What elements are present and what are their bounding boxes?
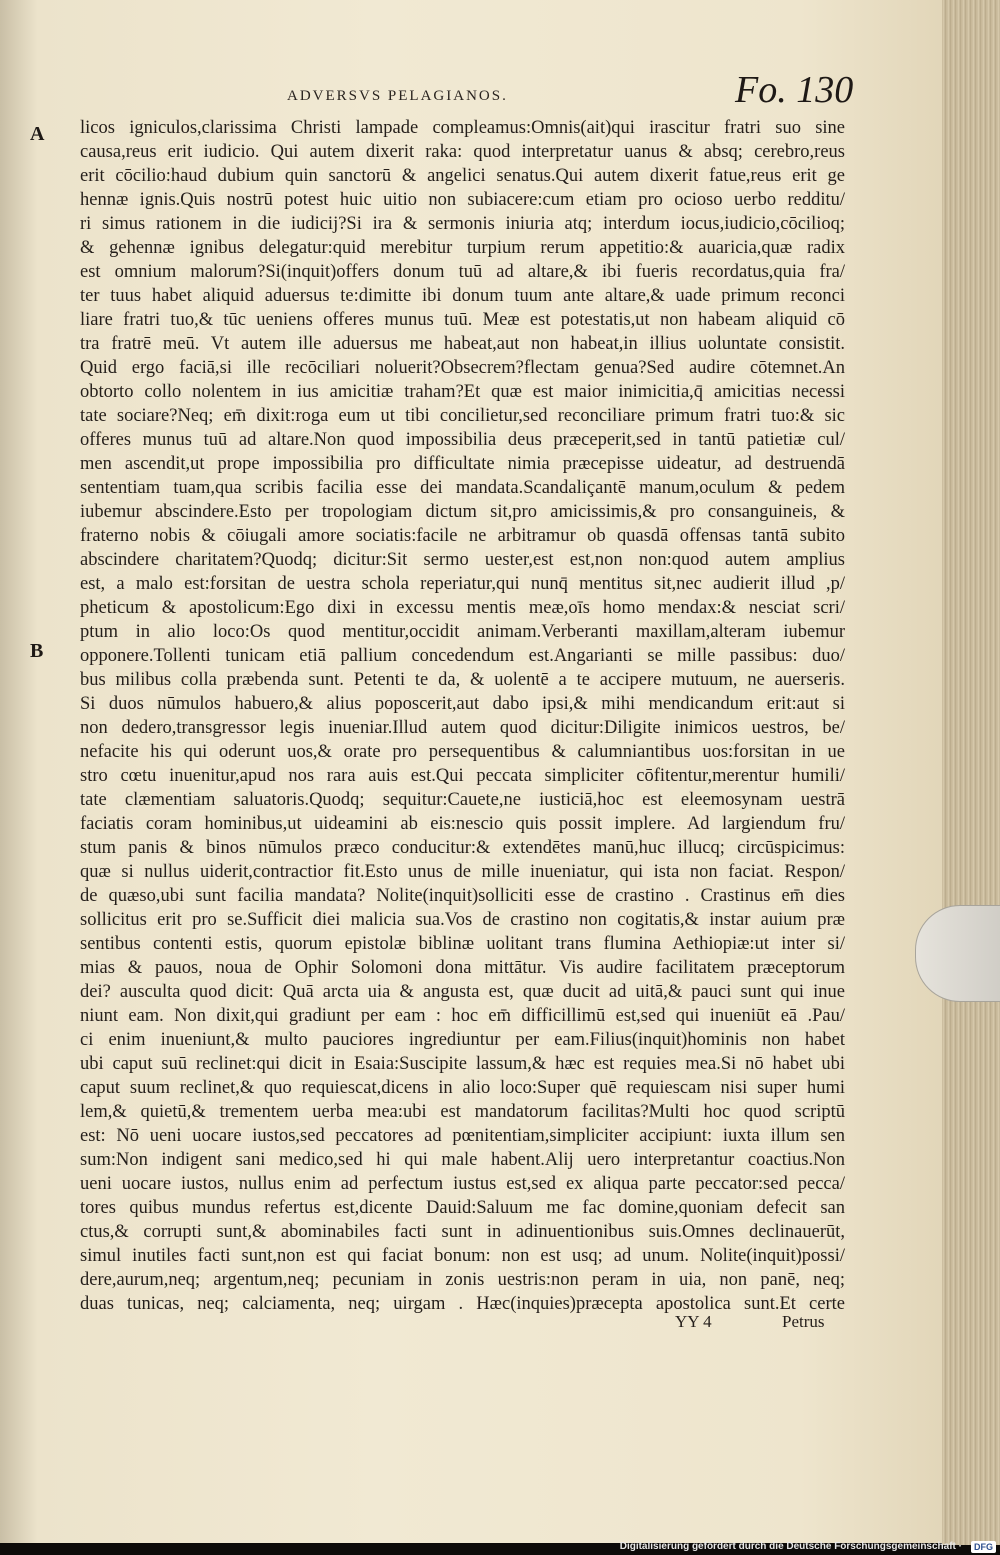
- text-line: est: Nō ueni uocare iustos,sed peccatores ad pœnitentiam,simpliciter accipiunt: iuxta illum sen: [80, 1126, 845, 1146]
- text-line: faciatis coram hominibus,ut uideamini ab eis:nescio quis possit implere. Ad largiendum fru/: [80, 814, 845, 834]
- bookmark-tab: [915, 905, 1000, 1002]
- catchword: Petrus: [782, 1312, 825, 1331]
- text-line: quæ si nullus uiderit,contractior fit.Esto unus de mille inueniatur, qui ista non faciat. Respon/: [80, 862, 845, 882]
- text-line: dere,aurum,neq; argentum,neq; pecuniam in zonis uestris:non peram in uia, non panē, neq;: [80, 1270, 845, 1290]
- text-line: sentibus contenti estis, quorum epistolæ biblinæ uolitant trans flumina Aethiopiæ:ut inter si/: [80, 934, 845, 954]
- text-line: iubemur abscindere.Esto per tropologiam dictum sit,pro amicissimis,& pro consanguineis, &: [80, 502, 845, 522]
- text-line: pheticum & apostolicum:Ego dixi in excessu mentis meæ,oīs homo mendax:& nesciat scri/: [80, 598, 845, 618]
- text-line: simul inutiles facti sunt,non est qui faciat bonum: non est usq; ad unum. Nolite(inquit)possi/: [80, 1246, 845, 1266]
- text-line: de quæso,ubi sunt facilia mandata? Nolite(inquit)solliciti esse de crastino . Crastinus em̄ dies: [80, 886, 845, 906]
- text-line: offeres munus tuū ad altare.Non quod impossibilia deus præceperit,sed in tantū patietiæ cul/: [80, 430, 845, 450]
- body-text: [80, 116, 845, 1316]
- text-line: hennæ ignis.Quis nostrū potest huic uitio non subiacere:cum etiam pro ocioso uerbo redditu/: [80, 190, 845, 210]
- signature-mark: YY 4: [675, 1312, 712, 1331]
- text-line: tate sociare?Neq; em̄ dixit:roga eum ut tibi concilietur,sed reconciliare primum fratri tuo:& sic: [80, 406, 845, 426]
- text-line: ptum in alio loco:Os quod mentitur,occidit animam.Verberanti maxillam,alteram iubemur: [80, 622, 845, 642]
- text-line: mias & pauos, noua de Ophir Solomoni dona mittātur. Vis audire facilitatem præceptorum: [80, 958, 845, 978]
- text-line: tate clæmentiam saluatoris.Quodq; sequitur:Cauete,ne iusticiā,hoc est eleemosynam uestrā: [80, 790, 845, 810]
- text-line: caput suum reclinet,& quo requiescat,dicens in alio loco:Super quē requiescam nisi super humi: [80, 1078, 845, 1098]
- text-line: duas tunicas, neq; calciamenta, neq; uirgam . Hæc(inquies)præcepta apostolica sunt.Et certe: [80, 1294, 845, 1314]
- text-line: opponere.Tollenti tunicam etiā pallium concedendum est.Angarianti se mille passibus: duo/: [80, 646, 845, 666]
- margin-letter-a: A: [30, 123, 45, 145]
- text-line: est omnium malorum?Si(inquit)offers donum tuū ad altare,& ibi fueris recordatus,quia fra/: [80, 262, 845, 282]
- text-line: obtorto collo nolentem in ius amicitiæ traham?Et quæ est maior inimicitia,q̄ amicitias necessi: [80, 382, 845, 402]
- text-line: non dedero,transgressor legis inueniar.Illud autem quod dicitur:Diligite inimicos uestros, be/: [80, 718, 845, 738]
- text-line: abscindere charitatem?Quodq; dicitur:Sit sermo uester,est est,non non:quod autem amplius: [80, 550, 845, 570]
- text-line: licos igniculos,clarissima Christi lampade compleamus:Omnis(ait)qui irascitur fratri suo sine: [80, 118, 845, 138]
- text-line: Quid ergo faciā,si ille recōciliari noluerit?Obsecrem?flectam genua?Sed audire cōtemnet.An: [80, 358, 845, 378]
- text-line: fraterno nobis & cōiugali amore sociatis:facile ne arbitramur ob quasdā offensas tantā subito: [80, 526, 845, 546]
- text-line: erit cōcilio:haud dubium quin sanctorū & angelici senatus.Qui autem dixerit fatue,reus erit ge: [80, 166, 845, 186]
- page-stack-edge: [942, 0, 1000, 1545]
- text-line: liare fratri tuo,& tūc ueniens offeres munus tuū. Meæ est potestatis,ut non habeam aliquid cō: [80, 310, 845, 330]
- text-line: lem,& quietū,& trementem uerba mea:ubi est mandatorum facilitas?Multi hoc quod scriptū: [80, 1102, 845, 1122]
- folio-number: Fo. 130: [735, 69, 854, 111]
- text-line: nefacite his qui oderunt uos,& orate pro persequentibus & calumniantibus uos:forsitan in ue: [80, 742, 845, 762]
- text-line: ctus,& corrupti sunt,& abominabiles facti sunt in adinuentionibus suis.Omnes declinauerūt,: [80, 1222, 845, 1242]
- text-line: sententiam tuam,qua scribis facilia esse dei mandata.Scandaliçantē manum,oculum & pedem: [80, 478, 845, 498]
- text-line: ubi caput suū reclinet:qui dicit in Esaia:Suscipite lassum,& hæc est requies mea.Si nō habet ubi: [80, 1054, 845, 1074]
- text-line: ter tuus habet aliquid aduersus te:dimitte ibi donum tuum ante altare,& uade primum reconci: [80, 286, 845, 306]
- text-line: est, a malo est:forsitan de uestra schola reperiatur,qui nunq̄ mentitus sit,nec audierit illud ,p/: [80, 574, 845, 594]
- text-line: stum panis & binos nūmulos præco conducitur:& extendētes manū,huc illucq; circūspicimus:: [80, 838, 845, 858]
- text-line: dei? ausculta quod dicit: Quā arcta uia & angusta est, quæ ducit ad uitā,& pauci sunt qui inue: [80, 982, 845, 1002]
- text-line: Si duos nūmulos habuero,& alius poposcerit,aut dabo ipsi,& mihi mendicandum erit:aut si: [80, 694, 845, 714]
- text-line: men ascendit,ut prope impossibilia pro difficultate nimia præcepisse uideatur, ad destruendā: [80, 454, 845, 474]
- text-line: bus milibus colla præbenda sunt. Petenti te da, & uolentē a te accipere mutuum, ne auerseris.: [80, 670, 845, 690]
- text-line: stro cœtu inuenitur,apud nos rara auis est.Qui peccata simpliciter cōfitentur,merentur humili/: [80, 766, 845, 786]
- text-line: causa,reus erit iudicio. Qui autem dixerit raka: quod interpretatur uanus & absq; cerebro,reus: [80, 142, 845, 162]
- text-line: sum:Non indigent sani medico,sed hi qui male habent.Alij uero interpretantur coactius.Non: [80, 1150, 845, 1170]
- text-line: tra fratrē meū. Vt autem ille aduersus me habeat,aut non habeat,in illius uoluntate consistit.: [80, 334, 845, 354]
- dfg-logo: DFG: [971, 1541, 996, 1553]
- text-line: ri simus rationem in die iudicij?Si ira & sermonis iniuria atq; interdum iocus,iudicio,cōcilioq;: [80, 214, 845, 234]
- text-line: ci enim inueniunt,& multo pauciores ingrediuntur per eam.Filius(inquit)hominis non habet: [80, 1030, 845, 1050]
- running-head: ADVERSVS PELAGIANOS.: [287, 88, 508, 104]
- text-line: niunt eam. Non dixit,qui gradiunt per eam : hoc em̄ difficillimū est,sed qui inueniūt eā .Pau/: [80, 1006, 845, 1026]
- margin-letter-b: B: [30, 640, 44, 662]
- funding-credit: Digitalisierung gefördert durch die Deutsche Forschungsgemeinschaft ·: [619, 1541, 962, 1552]
- text-line: sollicitus erit pro se.Sufficit diei malicia sua.Vos de crastino non cogitatis,& instar auium præ: [80, 910, 845, 930]
- text-line: ueni uocare iustos, nullus enim ad perfectum iustus est,sed ex aliqua parte peccator:sed pecca/: [80, 1174, 845, 1194]
- text-line: tores quibus mundus refertus est,dicente Dauid:Saluum me fac domine,quoniam defecit san: [80, 1198, 845, 1218]
- text-line: & gehennæ ignibus delegatur:quid merebitur turpium rerum appetitio:& auaricia,quæ radix: [80, 238, 845, 258]
